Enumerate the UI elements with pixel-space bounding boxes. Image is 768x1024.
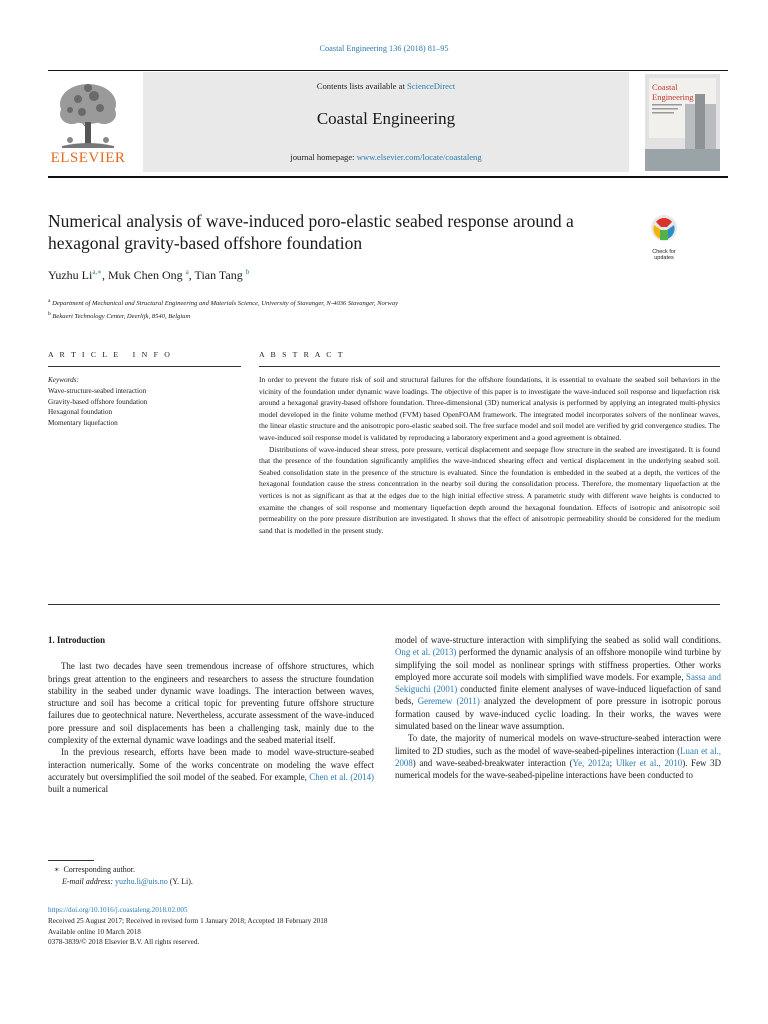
homepage-line — [143, 152, 629, 162]
journal-reference[interactable]: Coastal Engineering 136 (2018) 81–95 — [319, 44, 449, 53]
contents-prefix: Contents lists available at — [316, 81, 407, 91]
article-info-label: A R T I C L E I N F O — [48, 350, 173, 359]
text-run: model of wave-structure interaction with simplifying the seabed as solid wall conditions. — [395, 635, 721, 645]
homepage-link[interactable]: www.elsevier.com/locate/coastaleng — [356, 152, 482, 162]
keywords-block — [48, 375, 238, 429]
body-paragraph: The last two decades have seen tremendous increase of offshore structures, which brings great attention to the engineers and researchers to assess the structure foundation stability in the seabed under dynamic wave loadings. The interaction between waves, structure and soil has become a critical topic for preventing future offshore structure failures due to geotechnical nature. Nevertheless, accurate assessment of the wave-induced pore pressure and soil displacements has been a challenging task, mainly due to the complexity of the external dynamic wave loadings and the seabed material itself. — [48, 661, 374, 746]
section-heading: 1. Introduction — [48, 635, 106, 645]
journal-title: Coastal Engineering — [316, 109, 456, 128]
doi-link[interactable]: https://doi.org/10.1016/j.coastaleng.2018.02.005 — [48, 906, 188, 914]
abstract-body — [259, 374, 720, 536]
body-column-left — [48, 634, 374, 796]
footnote-email — [48, 876, 193, 888]
email-label: E-mail address: — [62, 877, 114, 886]
cover-title-2: Engineering — [652, 92, 694, 102]
author-list: Yuzhu $Li^{a,∗}$, Muk Chen Ong $^a$, Tian Tang $^b$ — [48, 268, 250, 282]
citation-link[interactable]: Ong et al. (2013) — [395, 647, 457, 658]
footnote-star: ∗ — [54, 865, 60, 874]
keywords-label: Keywords: — [48, 376, 79, 384]
homepage-prefix: journal homepage: — [290, 152, 357, 162]
abstract-label: A B S T R A C T — [259, 350, 345, 359]
body-paragraph — [48, 746, 374, 795]
body-paragraph — [395, 634, 721, 732]
received-dates: Received 25 August 2017; Received in revised form 1 January 2018; Accepted 18 February 2018 — [48, 916, 328, 925]
elsevier-wordmark: ELSEVIER — [50, 150, 126, 166]
text-run: ; — [609, 757, 616, 768]
author-affil-sup[interactable]: b — [245, 268, 250, 276]
keyword-item: Hexagonal foundation — [48, 408, 113, 417]
affiliation-text: Department of Mechanical and Structural Engineering and Materials Science, University of Stavanger, N-4036 Stavanger, Norway — [52, 300, 399, 308]
author-name[interactable]: Muk Chen Ong — [107, 268, 183, 282]
body-paragraph — [395, 732, 721, 781]
available-online: Available online 10 March 2018 — [48, 927, 141, 936]
author-name[interactable]: Yuzhu Li — [48, 268, 93, 282]
citation-link[interactable]: Ulker et al., 2010 — [615, 757, 683, 768]
footnote — [48, 864, 193, 888]
affiliation-text: Bekaert Technology Center, Deerlijk, 8540, Belgium — [52, 313, 191, 321]
crossmark-icon — [645, 213, 683, 243]
keyword-item: Gravity-based offshore foundation — [48, 397, 148, 406]
citation-link[interactable]: Ye, 2012a — [572, 757, 610, 768]
affiliation-item — [48, 296, 398, 309]
abstract-paragraph: In order to prevent the future risk of soil and structural failures for the offshore foundations, it is essential to evaluate the seabed soil behaviors in the vicinity of the foundation under dynamic wave loadings. The objective of this paper is to investigate the wave-induced soil response and liquefaction risk around a hexagonal gravity-based offshore foundation. Three-dimensional (3D) numerical analysis is performed by applying an integrated multi-physics model developed in the finite volume method (FVM) based OpenFOAM framework. The integrated model incorporates solvers of the nonlinear waves, the linear elastic structure and the anisotropic poro-elastic seabed soil. The free surface model and soil model are verified by grid convergence studies. The wave-induced soil response model is validated by reproducing a laboratory experiment and a good agreement is obtained. — [259, 375, 720, 442]
footnote-text: Corresponding author. — [63, 865, 135, 874]
article-title: Numerical analysis of wave-induced poro-elastic seabed response around a hexagonal gravity-based offshore foundation — [48, 211, 574, 253]
email-link[interactable]: yuzhu.li@uis.no — [115, 877, 168, 886]
abstract-rule — [259, 366, 720, 367]
author-affil-sup[interactable]: a,∗ — [92, 268, 102, 276]
text-run: conducted finite element analyses of wave-induced liquefaction of sand beds, — [395, 684, 721, 707]
footnote-rule — [48, 860, 94, 861]
affiliations — [48, 296, 398, 322]
text-run: In the previous research, efforts have been made to model wave-structure-seabed interaction numerically. Some of the works concentrate on modeling the wave effect accurately but oversimplified the soil model of the seabed. For example, — [48, 747, 374, 782]
body-column-right — [395, 634, 721, 782]
publication-info — [48, 905, 327, 948]
footnote-corresponding — [48, 864, 193, 876]
header-bottom-rule — [48, 176, 728, 178]
affiliation-sup: a — [48, 298, 51, 304]
citation-link[interactable]: Sassa and Sekiguchi (2001) — [395, 671, 721, 695]
text-run: ) and wave-seabed-breakwater interaction ( — [412, 757, 573, 768]
cover-art — [645, 74, 720, 171]
article-info-rule — [48, 366, 241, 367]
author-affil-sup[interactable]: a — [185, 268, 189, 276]
contents-line — [143, 81, 629, 91]
keyword-item: Momentary liquefaction — [48, 419, 118, 428]
citation-link[interactable]: Chen et al. (2014) — [309, 771, 374, 782]
text-run: ). Few 3D numerical models for the wave-seabed-pipeline interactions have been conducted to — [395, 757, 721, 781]
email-suffix: (Y. Li). — [167, 877, 193, 886]
abstract-bottom-rule — [48, 604, 720, 605]
author-name[interactable]: Tian Tang — [194, 268, 243, 282]
sciencedirect-link[interactable]: ScienceDirect — [407, 81, 456, 91]
cover-title-1: Coastal — [652, 82, 678, 92]
journal-cover-image[interactable] — [645, 74, 720, 171]
text-run: performed the dynamic analysis of an offshore monopile wind turbine by simplifying the soil model as nonlinear springs with stiffness properties. Other works employed more accurate soil models with simplified wave models. For example, — [395, 647, 721, 682]
copyright: 0378-3839/© 2018 Elsevier B.V. All rights reserved. — [48, 938, 200, 947]
text-run: built a numerical — [48, 784, 109, 795]
header-top-rule — [48, 70, 728, 71]
affiliation-item — [48, 309, 398, 322]
text-run: analyzed the development of pore pressure in isotropic porous formation caused by wave-induced cyclic loading. In their works, the waves were simulated based on the linear wave assumption. — [395, 696, 721, 732]
keyword-item: Wave-structure-seabed interaction — [48, 386, 147, 395]
citation-link[interactable]: Luan et al., 2008 — [395, 745, 721, 768]
abstract-paragraph: Distributions of wave-induced shear stress, pore pressure, vertical displacement and seepage flow structure in the seabed are investigated. It is found that the presence of the foundation significantly amplifies the wave-induced shearing effect and vertical displacement in the underlying seabed soil. Seabed consolidation state in the presence of the structure is evaluated. Since the foundation is embedded in the seabed at a depth, the vertices of the hexagonal foundation cause the stress concentration in the nearby soil during the consolidation process. Therefore, the momentary liquefaction at the vertices is not as significant as that at the edges due to the high initial effective stress. A parametric study with different wave heights is conducted to examine the changes of soil response and momentary liquefaction depth around the hexagonal foundation. Effects of isotropic and anisotropic soil permeability on the pore pressure distribution are investigated. It shows that the effect of anisotropic permeability should be considered for the medium sand that is modelled in the present study. — [259, 444, 720, 535]
citation-link[interactable]: Geremew (2011) — [417, 696, 480, 707]
text-run: To date, the majority of numerical models on wave-structure-seabed interaction were limited to 2D studies, such as the model of wave-seabed-pipelines interaction ( — [395, 733, 721, 756]
affiliation-sup: b — [48, 311, 51, 318]
check-for-updates-badge[interactable] — [645, 213, 683, 259]
crossmark-label: Check for updates — [652, 249, 676, 261]
